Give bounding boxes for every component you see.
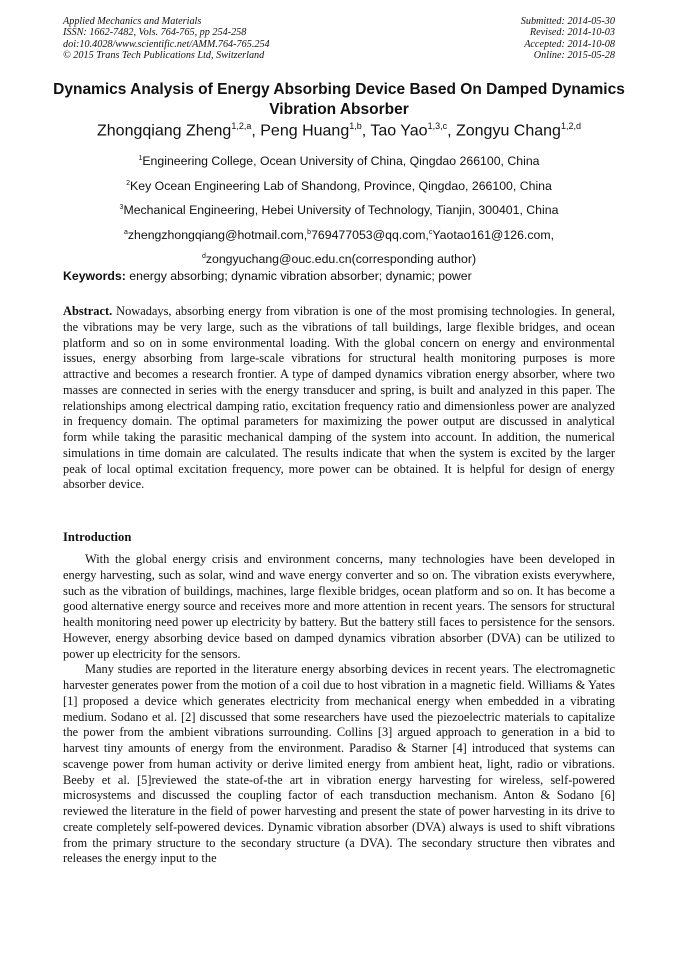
issn: ISSN: 1662-7482, Vols. 764-765, pp 254-258 bbox=[63, 27, 247, 39]
paragraph: Many studies are reported in the literature energy absorbing devices in recent years. The electromagnetic harvester generates power from the motion of a coil due to host vibration in a magnetic field. Williams & Yates [1] proposed a device which generates electricity from mechanical energy when embedded in a vibrating medium. Sodano et al. [2] discussed that some researchers have used the piezoelectric materials to capitalize the power from the ambient vibrations surrounding. Collins [3] argued approach to generation in a bid to harvest tiny amounts of energy from the environment. Paradiso & Starner [4] introduced that systems can scavenge power from human activity or derive limited energy from ambient heat, light, radio or vibrations. Beeby et al. [5]reviewed the state-of-the art in vibration energy harvesting for wireless, self-powered microsystems and discussed the coupling factor of each transduction mechanism. Anton & Sodano [6] reviewed the literature in the field of power harvesting and present the state of power harvesting in its drive to create completely self-powered devices. Dynamic vibration absorber (DVA) always is used to shift vibrations from the primary structure to the secondary structure (a DVA). The secondary structure then vibrates and releases the energy input to the bbox=[63, 662, 615, 866]
author: Zongyu Chang bbox=[455, 122, 561, 140]
submitted-date: Submitted: 2014-05-30 bbox=[520, 16, 615, 27]
abstract-text: Nowadays, absorbing energy from vibration is one of the most promising technologies. In general, the vibrations may be very large, such as the vibrations of tall buildings, large flexible bridges, and ocean platform and so on in some environmental loading. With the global concern on energy and environmental issues, energy absorbing from large-scale vibrations for structural health monitoring purposes is more attractive and becomes a research frontier. A type of damped dynamics vibration energy absorber, where two masses are connected in series with the energy transducer and spring, is built and analyzed in this paper. The relationships among electrical damping ratio, excitation frequency ratio and dimensionless power are analyzed in frequency domain. The optimal parameters for maximizing the power output are discussed in analytical form while taking the parasitic mechanical damping of the system into account. In addition, the numerical simulations in time domain are calculated. The results indicate that when the system is excited by the larger peak of local optimal excitation frequency, more power can be obtained. It is helpful for design of energy absorber device. bbox=[63, 304, 615, 492]
journal-info bbox=[63, 16, 270, 62]
email-sup: b bbox=[307, 228, 312, 236]
email-link[interactable]: zhengzhongqiang@hotmail.com, bbox=[127, 227, 308, 242]
email-link[interactable]: 769477053@qq.com, bbox=[311, 227, 429, 242]
paper-title: Dynamics Analysis of Energy Absorbing Device Based On Damped Dynamics Vibration Absorber bbox=[53, 81, 625, 118]
aff-sup: 3 bbox=[119, 204, 124, 212]
affiliation bbox=[40, 173, 638, 198]
email-sup: a bbox=[123, 228, 128, 236]
author-sup: 1,2,a bbox=[231, 121, 252, 131]
affiliation bbox=[40, 148, 638, 173]
dates-info bbox=[521, 16, 615, 62]
section-heading: Introduction bbox=[63, 530, 132, 544]
online-date: Online: 2015-05-28 bbox=[533, 50, 615, 62]
email-link[interactable]: Yaotao161@126.com, bbox=[432, 227, 555, 242]
affiliation bbox=[40, 197, 638, 222]
aff-sup: 1 bbox=[138, 155, 143, 162]
author-sup: 1,b bbox=[349, 121, 362, 131]
email-sup: c bbox=[428, 228, 433, 236]
keywords-label: Keywords: bbox=[63, 269, 126, 283]
revised-date: Revised: 2014-10-03 bbox=[529, 27, 615, 39]
aff-text: Mechanical Engineering, Hebei University of Technology, Tianjin, 300401, China bbox=[123, 203, 559, 218]
email-sup: d bbox=[201, 253, 206, 261]
aff-sup: 2 bbox=[126, 179, 131, 187]
copyright: © 2015 Trans Tech Publications Ltd, Switzerland bbox=[63, 50, 265, 62]
author-list: Zhongqiang Zheng$^{1,2,a}$, Peng Huang$^{1,b}$, Tao Yao$^{1,3,c}$, Zongyu Chang$^{1,2,d}$ bbox=[97, 121, 581, 140]
introduction bbox=[63, 552, 615, 867]
author: Peng Huang bbox=[260, 122, 350, 140]
emails bbox=[40, 246, 638, 271]
author: Zhongqiang Zheng bbox=[97, 122, 232, 140]
accepted-date: Accepted: 2014-10-08 bbox=[524, 38, 615, 50]
author-sup: 1,2,d bbox=[560, 121, 581, 131]
aff-text: Engineering College, Ocean University of China, Qingdao 266100, China bbox=[142, 154, 540, 169]
keywords-text: energy absorbing; dynamic vibration absorber; dynamic; power bbox=[125, 269, 472, 283]
abstract bbox=[63, 304, 615, 493]
keywords bbox=[63, 269, 472, 283]
paragraph: With the global energy crisis and environment concerns, many technologies have been developed in energy harvesting, such as solar, wind and wave energy converter and so on. The vibration exists everywhere, such as the vibration of buildings, machines, large flexible bridges, ocean platform and so on. It has become a good alternative energy source and receives more and more attention in recent years. The sensors for structural health monitoring need power up electricity by battery. But the battery still faces to persistence for the sensors. However, energy absorbing device based on damped dynamics vibration absorber (DVA) can be utilized to power up electricity for the sensors. bbox=[63, 552, 615, 661]
abstract-label: Abstract. bbox=[63, 304, 113, 318]
journal-name: Applied Mechanics and Materials bbox=[63, 16, 202, 27]
emails bbox=[40, 222, 638, 247]
author-sup: 1,3,c bbox=[427, 121, 448, 131]
aff-text: Key Ocean Engineering Lab of Shandong, Province, Qingdao, 266100, China bbox=[130, 178, 552, 193]
author: Tao Yao bbox=[370, 122, 428, 140]
affiliations bbox=[40, 148, 638, 271]
doi: doi:10.4028/www.scientific.net/AMM.764-765.254 bbox=[63, 38, 270, 50]
email-link[interactable]: zongyuchang@ouc.edu.cn(corresponding author) bbox=[205, 252, 477, 267]
